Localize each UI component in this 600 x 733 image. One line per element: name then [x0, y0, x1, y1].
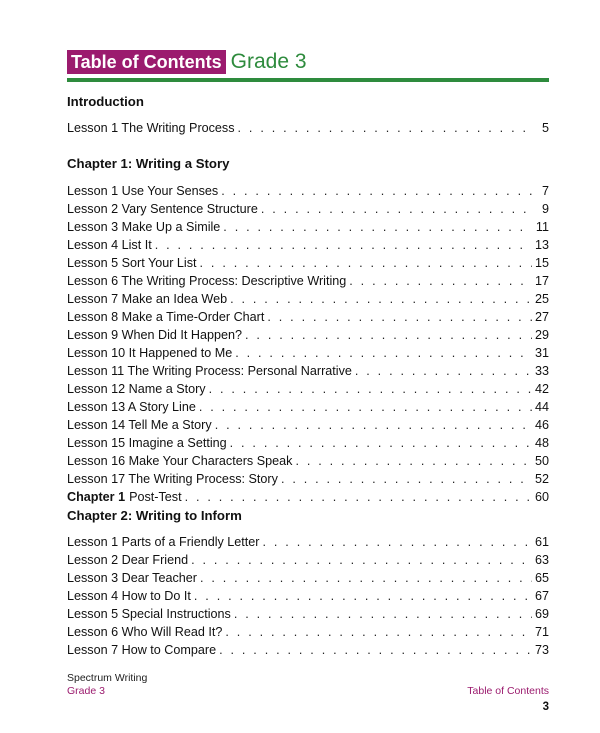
toc-entry-label: Lesson 9 When Did It Happen? [67, 328, 243, 342]
footer-grade: Grade 3 [67, 685, 105, 697]
dot-leader [281, 470, 532, 488]
toc-entry-label: Lesson 2 Vary Sentence Structure [67, 202, 258, 216]
toc-entry[interactable] [67, 551, 549, 569]
toc-entry-page: 13 [534, 238, 549, 252]
chapter-2-list [67, 533, 549, 659]
toc-entry[interactable] [67, 272, 549, 290]
toc-entry-label: Lesson 5 Special Instructions [67, 607, 231, 621]
page-number: 3 [542, 701, 549, 713]
chapter-1-posttest-entry[interactable] [67, 488, 549, 506]
footer-left [67, 672, 147, 698]
dot-leader [185, 488, 532, 506]
dot-leader [219, 641, 532, 659]
introduction-heading: Introduction [67, 94, 144, 109]
toc-entry[interactable] [67, 623, 549, 641]
dot-leader [230, 290, 532, 308]
toc-entry-label: Lesson 14 Tell Me a Story [67, 418, 212, 432]
toc-entry-page: 52 [534, 472, 549, 486]
dot-leader [245, 326, 532, 344]
posttest-page: 60 [534, 490, 549, 504]
toc-entry-page: 69 [534, 607, 549, 621]
dot-leader [230, 434, 532, 452]
toc-entry-page: 15 [534, 256, 549, 270]
toc-entry[interactable] [67, 452, 549, 470]
toc-entry[interactable] [67, 362, 549, 380]
toc-entry-label: Lesson 1 Use Your Senses [67, 184, 219, 198]
toc-entry[interactable] [67, 641, 549, 659]
toc-entry-label: Lesson 4 List It [67, 238, 152, 252]
dot-leader [223, 218, 532, 236]
dot-leader [235, 344, 532, 362]
dot-leader [215, 416, 532, 434]
dot-leader [199, 398, 532, 416]
toc-entry[interactable] [67, 254, 549, 272]
toc-entry[interactable] [67, 308, 549, 326]
dot-leader [267, 308, 532, 326]
dot-leader [155, 236, 532, 254]
toc-entry-label: Lesson 7 Make an Idea Web [67, 292, 228, 306]
toc-entry-label: Lesson 12 Name a Story [67, 382, 206, 396]
toc-entry-label: Lesson 10 It Happened to Me [67, 346, 233, 360]
toc-entry-label: Lesson 1 Parts of a Friendly Letter [67, 535, 260, 549]
toc-entry-page: 61 [534, 535, 549, 549]
chapter-1-heading: Chapter 1: Writing a Story [67, 156, 230, 171]
dot-leader [349, 272, 532, 290]
toc-entry[interactable] [67, 236, 549, 254]
toc-entry-page: 42 [534, 382, 549, 396]
dot-leader [295, 452, 532, 470]
toc-entry-page: 7 [541, 184, 549, 198]
dot-leader [355, 362, 532, 380]
dot-leader [234, 605, 532, 623]
toc-entry[interactable] [67, 605, 549, 623]
toc-entry-page: 44 [534, 400, 549, 414]
toc-entry-label: Lesson 7 How to Compare [67, 643, 217, 657]
toc-entry-page: 67 [534, 589, 549, 603]
chapter-1-list [67, 182, 549, 506]
toc-entry-label: Lesson 4 How to Do It [67, 589, 191, 603]
toc-entry-label: Lesson 5 Sort Your List [67, 256, 197, 270]
toc-entry[interactable] [67, 434, 549, 452]
header-divider [67, 78, 549, 82]
toc-entry-label: Lesson 3 Make Up a Simile [67, 220, 221, 234]
toc-entry-label: Lesson 11 The Writing Process: Personal Narrative [67, 364, 352, 378]
chapter-2-heading: Chapter 2: Writing to Inform [67, 508, 242, 523]
dot-leader [209, 380, 532, 398]
page-title: Table of Contents [67, 50, 226, 74]
toc-entry-label: Lesson 6 Who Will Read It? [67, 625, 223, 639]
toc-entry-page: 50 [534, 454, 549, 468]
toc-entry-label: Lesson 13 A Story Line [67, 400, 196, 414]
grade-label: Grade 3 [230, 50, 307, 73]
toc-entry[interactable] [67, 200, 549, 218]
toc-entry-page: 9 [541, 202, 549, 216]
footer-section: Table of Contents [467, 685, 549, 697]
toc-entry-page: 29 [534, 328, 549, 342]
toc-entry-label: Lesson 1 The Writing Process [67, 121, 235, 135]
toc-entry-label: Lesson 3 Dear Teacher [67, 571, 197, 585]
toc-entry[interactable] [67, 380, 549, 398]
toc-entry-page: 65 [534, 571, 549, 585]
toc-entry[interactable] [67, 218, 549, 236]
toc-entry[interactable] [67, 533, 549, 551]
toc-entry-page: 31 [534, 346, 549, 360]
toc-entry-label: Lesson 17 The Writing Process: Story [67, 472, 278, 486]
toc-entry[interactable] [67, 569, 549, 587]
dot-leader [200, 569, 532, 587]
toc-entry-label: Lesson 2 Dear Friend [67, 553, 189, 567]
dot-leader [221, 182, 532, 200]
toc-entry[interactable] [67, 416, 549, 434]
toc-entry-label: Lesson 6 The Writing Process: Descriptive Writing [67, 274, 347, 288]
toc-entry-page: 25 [534, 292, 549, 306]
dot-leader [194, 587, 532, 605]
dot-leader [261, 200, 532, 218]
toc-entry-page: 17 [534, 274, 549, 288]
toc-entry-page: 5 [541, 121, 549, 135]
dot-leader [225, 623, 532, 641]
toc-entry-page: 63 [534, 553, 549, 567]
toc-entry[interactable] [67, 119, 549, 137]
introduction-list [67, 119, 549, 137]
dot-leader [200, 254, 532, 272]
posttest-chapter-label: Chapter 1 [67, 490, 126, 504]
toc-entry[interactable] [67, 344, 549, 362]
toc-entry-page: 71 [534, 625, 549, 639]
toc-entry[interactable] [67, 470, 549, 488]
toc-entry-page: 11 [535, 220, 549, 234]
dot-leader [191, 551, 532, 569]
toc-entry[interactable] [67, 398, 549, 416]
toc-entry-label: Lesson 15 Imagine a Setting [67, 436, 227, 450]
toc-entry-page: 27 [534, 310, 549, 324]
toc-entry[interactable] [67, 290, 549, 308]
footer-publisher: Spectrum Writing [67, 672, 148, 684]
toc-entry[interactable] [67, 326, 549, 344]
toc-entry-page: 33 [534, 364, 549, 378]
toc-entry-page: 48 [534, 436, 549, 450]
dot-leader [263, 533, 532, 551]
toc-entry[interactable] [67, 587, 549, 605]
toc-entry[interactable] [67, 182, 549, 200]
toc-entry-page: 73 [534, 643, 549, 657]
posttest-label: Post-Test [129, 490, 182, 504]
page-header [67, 50, 307, 74]
toc-entry-page: 46 [534, 418, 549, 432]
toc-entry-label: Lesson 16 Make Your Characters Speak [67, 454, 293, 468]
toc-entry-label: Lesson 8 Make a Time-Order Chart [67, 310, 265, 324]
dot-leader [238, 119, 532, 137]
